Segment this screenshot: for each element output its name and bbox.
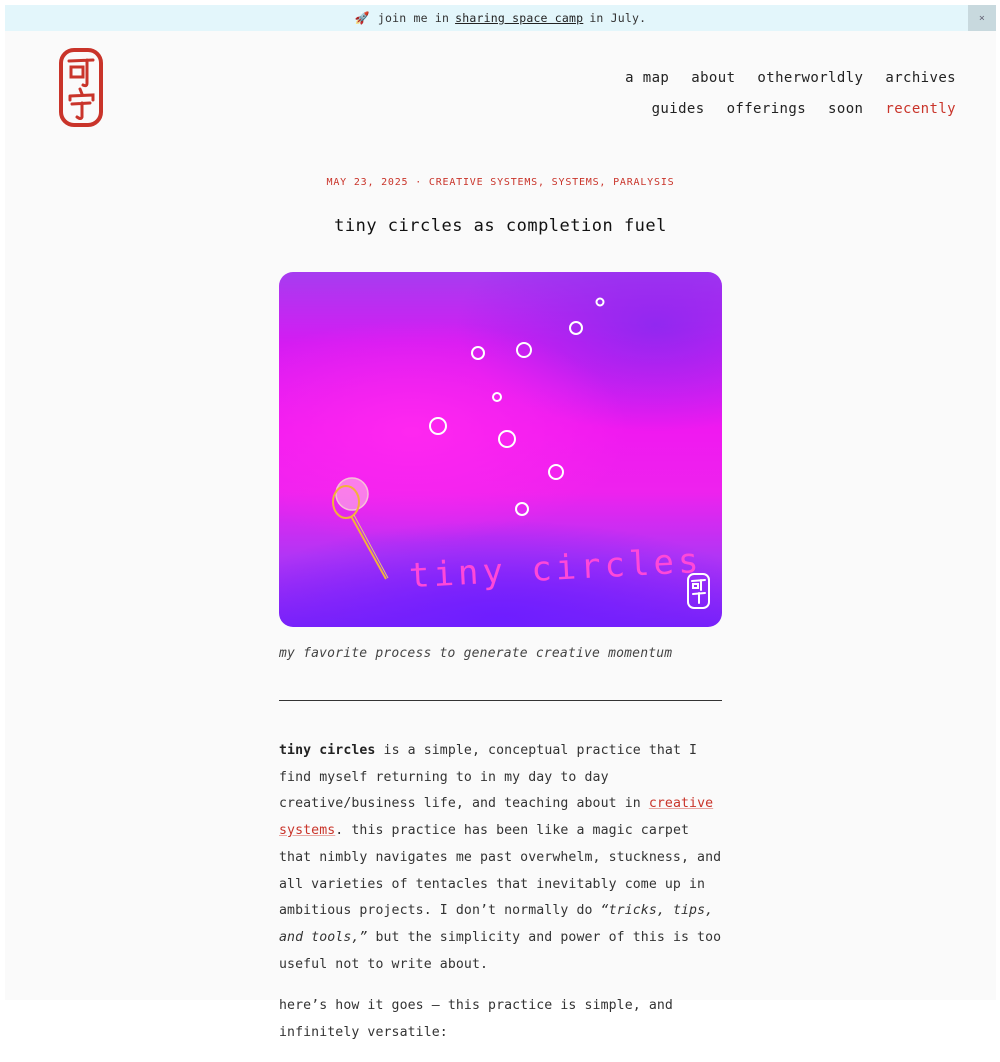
tag-link[interactable]: PARALYSIS xyxy=(613,177,675,188)
hero-image xyxy=(279,272,722,627)
divider xyxy=(279,700,722,701)
close-icon[interactable]: × xyxy=(968,5,996,31)
main-nav xyxy=(625,62,956,124)
bubble xyxy=(570,322,582,334)
banner-link[interactable]: sharing space camp xyxy=(455,11,584,25)
bubble xyxy=(549,465,563,479)
bubble xyxy=(499,431,515,447)
nav-link-archives[interactable]: archives xyxy=(885,69,956,86)
image-caption: my favorite process to generate creative momentum xyxy=(279,646,673,661)
seal-stamp-logo[interactable] xyxy=(57,47,107,129)
creative-systems-link[interactable]: creative systems xyxy=(279,796,714,839)
post-title: tiny circles as completion fuel xyxy=(334,216,667,236)
tag-link[interactable]: SYSTEMS xyxy=(551,177,600,188)
post-date: MAY 23, 2025 xyxy=(326,177,409,188)
nav-link-soon[interactable]: soon xyxy=(828,100,864,117)
bold-term: tiny circles xyxy=(279,743,376,758)
nav-row-1 xyxy=(625,62,956,93)
post-meta xyxy=(5,177,996,188)
nav-link-a-map[interactable]: a map xyxy=(625,69,670,86)
bubble xyxy=(517,343,531,357)
tag-separator: , xyxy=(538,177,552,188)
nav-row-2 xyxy=(625,93,956,124)
bubble-wand xyxy=(333,478,388,579)
bubble xyxy=(516,503,528,515)
page xyxy=(5,5,996,1041)
banner-prefix: join me in xyxy=(377,11,450,25)
bubble xyxy=(597,299,604,306)
nav-link-guides[interactable]: guides xyxy=(651,100,705,117)
bubble xyxy=(472,347,484,359)
bubble xyxy=(493,393,501,401)
tag-list xyxy=(429,177,675,188)
post-body xyxy=(279,738,729,1062)
tag-link[interactable]: CREATIVE SYSTEMS xyxy=(428,177,539,188)
nav-link-otherworldly[interactable]: otherworldly xyxy=(757,69,864,86)
rocket-icon: 🚀 xyxy=(354,11,370,25)
nav-link-recently[interactable]: recently xyxy=(885,100,956,117)
announcement-banner xyxy=(5,5,996,31)
hero-handwritten-text: tiny circles xyxy=(408,540,704,597)
bubble xyxy=(430,418,446,434)
nav-link-about[interactable]: about xyxy=(691,69,736,86)
paragraph-2: here’s how it goes — this practice is simple, and infinitely versatile: xyxy=(279,998,673,1041)
tag-separator: , xyxy=(599,177,614,188)
nav-link-offerings[interactable]: offerings xyxy=(726,100,807,117)
paragraph-1: tiny circles is a simple, conceptual practice that I find myself returning to in my day to day creative/business life, and teaching about in creative systems. this practice has been like a magic carpet that nimbly navigates me past overwhelm, stuckness, and all varieties of tentacles that inevitably come up in ambitious projects. I don’t normally do “tricks, tips, and tools,” but the simplicity and power of this is too useful not to write about. xyxy=(279,743,722,972)
banner-suffix: in July. xyxy=(589,11,647,25)
meta-separator: · xyxy=(415,177,423,188)
